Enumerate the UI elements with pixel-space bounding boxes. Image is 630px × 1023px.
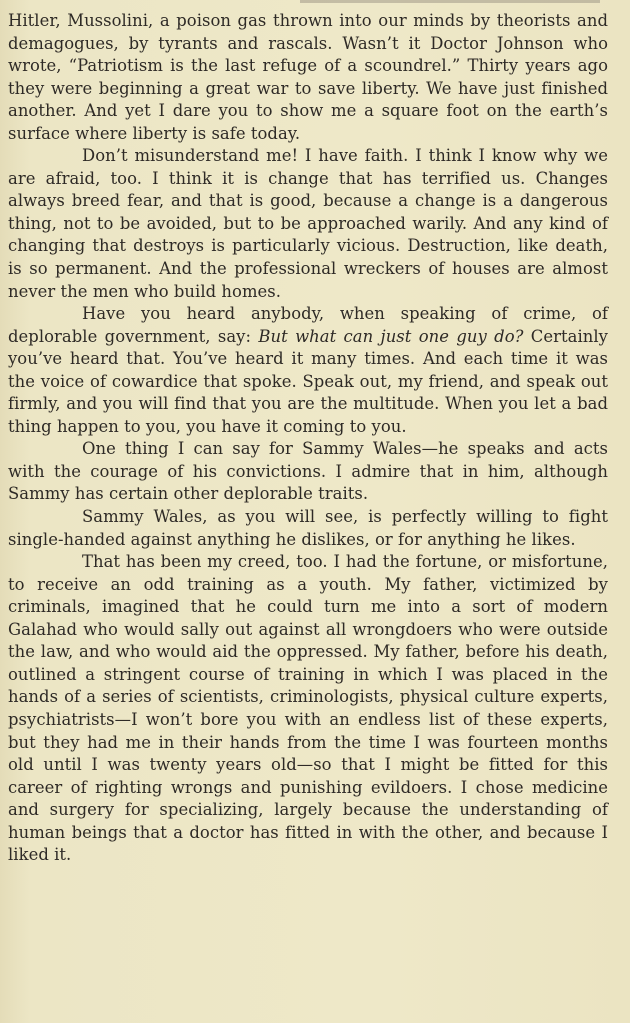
italic-quote: But what can just one guy do? <box>258 326 524 346</box>
paragraph-2 <box>8 145 608 303</box>
paragraph-3 <box>8 303 608 438</box>
text-run: That has been my creed, too. I had the fortune, or misfortune, to receive an odd training as a youth. My father, victimized by criminals, imagined that he could turn me into a sort of modern Galahad who would sally out against all wrongdoers who were outside the law, and who would aid the oppressed. My father, before his death, outlined a stringent course of training in which I was placed in the hands of a series of scientists, criminologists, physical culture experts, psychiatrists—I won’t bore you with an endless list of these experts, but they had me in their hands from the time I was fourteen months old until I was twenty years old—so that I might be fitted for this career of righting wrongs and punishing evildoers. I chose medicine and surgery for specializing, largely because the understanding of human beings that a doctor has fitted in with the other, and because I liked it. <box>8 552 608 865</box>
paragraph-4 <box>8 438 608 506</box>
page-top-edge <box>300 0 600 3</box>
text-run: Don’t misunderstand me! I have faith. I think I know why we are afraid, too. I think it is change that has terrified us. Changes always breed fear, and that is good, because a change is a dangerous thing, not to be avoided, but to be approached warily. And any kind of changing that destroys is particularly vicious. Destruction, like death, is so permanent. And the professional wreckers of houses are almost never the men who build homes. <box>8 146 608 301</box>
text-run: Hitler, Mussolini, a poison gas thrown into our minds by theorists and demagogues, by tyrants and rascals. Wasn’t it Doctor Johnson who wrote, “Patriotism is the last refuge of a scoundrel.” Thirty years ago they were beginning a great war to save liberty. We have just finished another. And yet I dare you to show me a square foot on the earth’s surface where liberty is safe today. <box>8 11 608 143</box>
paragraph-5 <box>8 506 608 551</box>
body-text <box>8 10 608 867</box>
paragraph-1 <box>8 10 608 145</box>
text-run: Certainly you’ve heard that. You’ve heard it many times. And each time it was the voice of cowardice that spoke. Speak out, my friend, and speak out firmly, and you will find that you are the multitude. When you let a bad thing happen to you, you have it coming to you. <box>8 326 608 436</box>
paragraph-6 <box>8 551 608 867</box>
text-run: One thing I can say for Sammy Wales—he speaks and acts with the courage of his convictions. I admire that in him, although Sammy has certain other deplorable traits. <box>8 439 608 504</box>
text-run: Have you heard anybody, when speaking of crime, of deplorable government, say: <box>8 304 608 346</box>
text-run: Sammy Wales, as you will see, is perfectly willing to fight single-handed against anything he dislikes, or for anything he likes. <box>8 507 608 549</box>
